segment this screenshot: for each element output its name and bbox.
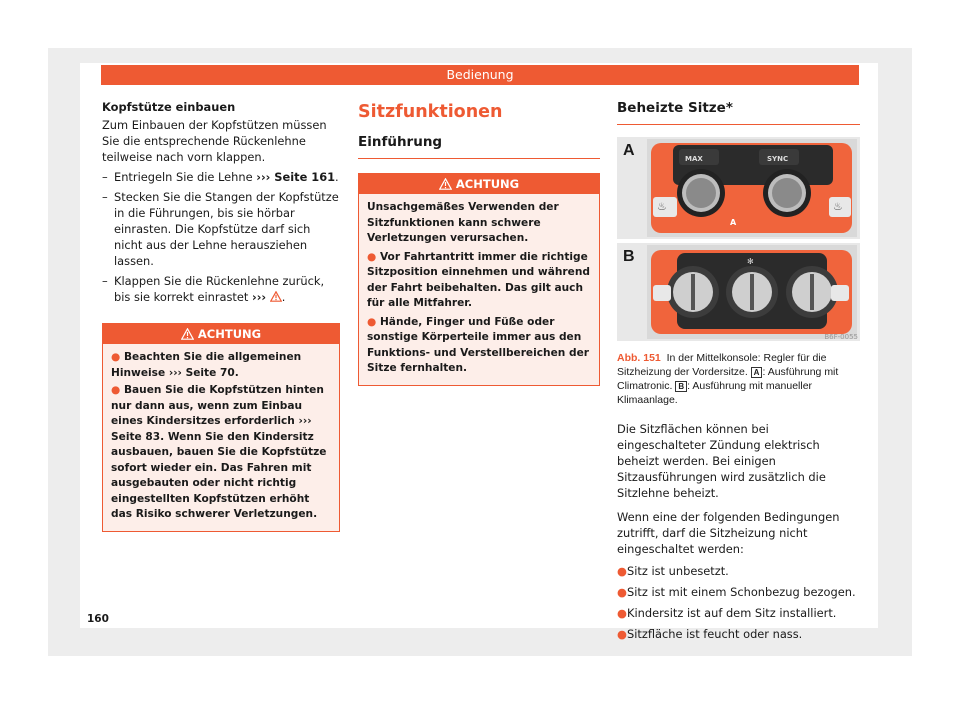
key-a-badge: A [751, 367, 763, 378]
warning-header [359, 174, 599, 194]
bullet-dot: ● [111, 384, 124, 396]
warning-text: Hände, Finger und Füße oder sonstige Körperteile immer aus den Funktions- und Verstellbereichen der Sitze fernhalten. [367, 315, 589, 374]
bullet-dot: ● [367, 250, 380, 263]
intro-text: Zum Einbauen der Kopfstützen müssen Sie die entsprechende Rückenlehne teilweise nach vorn klappen. [102, 118, 327, 164]
figure-illustration [617, 137, 860, 345]
section-title: Sitzfunktionen [358, 102, 503, 122]
list-item [617, 563, 860, 579]
caption-text: : Ausführung mit Climatronic. [617, 366, 839, 392]
dash-bullet: – [102, 274, 108, 288]
heading-kopfstuetze: Kopfstütze einbauen [102, 100, 236, 114]
warning-triangle-icon [439, 178, 452, 190]
warning-text: Vor Fahrtantritt immer die richtige Sitzposition einnehmen und während der Fahrt beibehalten. Das gilt auch für alle Mitfahrer. [367, 250, 590, 309]
step-text: Stecken Sie die Stangen der Kopfstütze in die Führungen, bis sie hörbar einrasten. Die Kopfstütze darf sich nicht aus der Lehne herausziehen lassen. [114, 190, 339, 268]
warning-box-kopfstuetze [102, 323, 340, 532]
seat-heater-icon: ♨ [833, 200, 843, 213]
step-3 [102, 273, 340, 305]
page-ref-link[interactable]: ››› Seite 161 [256, 170, 336, 184]
warning-item-2 [367, 315, 591, 377]
warning-body [103, 344, 339, 531]
panel-label-a: A [623, 142, 635, 159]
list-item [617, 605, 860, 621]
bullet-dot: ● [617, 606, 627, 620]
paragraph-1: Die Sitzflächen können bei eingeschalteter Zündung elektrisch beheizt werden. Bei einigen Sitzausführungen wird zusätzlich die Sitzlehne beheizt. [617, 422, 826, 500]
warning-text-end: . [234, 366, 239, 379]
bullet-dot: ● [367, 315, 380, 328]
subsection-title: Einführung [358, 133, 600, 159]
warning-body [359, 194, 599, 385]
warning-intro: Unsachgemäßes Verwenden der Sitzfunktionen kann schwere Verletzungen verursachen. [367, 201, 559, 244]
list-item-text: Sitz ist unbesetzt. [627, 564, 729, 578]
fan-icon: ✻ [747, 257, 754, 266]
page-ref-link[interactable]: ››› Seite 70 [168, 366, 235, 379]
step-text: Entriegeln Sie die Lehne [114, 170, 257, 184]
column-sitzfunktionen [358, 99, 600, 386]
bullet-dot: ● [111, 351, 124, 363]
warning-title: ACHTUNG [197, 327, 262, 341]
list-item-text: Sitz ist mit einem Schonbezug bezogen. [627, 585, 856, 599]
warning-item-1 [367, 250, 591, 312]
warning-text-end: . Wenn Sie den Kindersitz ausbauen, bauen Sie die Kopfstütze sofort wieder ein. Das Fahren mit ausgebauten oder nicht richtig eingestellten Kopfstützen erhöht das Risiko schwerer Verletzungen. [111, 430, 327, 520]
paragraph-2: Wenn eine der folgenden Bedingungen zutrifft, darf die Sitzheizung nicht eingeschaltet werden: [617, 510, 840, 556]
page-ref-link[interactable]: ››› [252, 290, 267, 304]
caption-text: In der Mittelkonsole: Regler für die Sitzheizung der Vordersitze. [617, 352, 827, 378]
bullet-dot: ● [617, 627, 627, 641]
warning-box-sitzfunktionen [358, 173, 600, 386]
seat-heater-icon: ♨ [657, 200, 667, 213]
section-title: Beheizte Sitze* [617, 99, 860, 125]
page-number: 160 [87, 613, 109, 625]
dash-bullet: – [102, 190, 108, 204]
column-beheizte-sitze [617, 99, 860, 642]
bullet-dot: ● [617, 585, 627, 599]
warning-item-1 [111, 350, 331, 381]
list-item [617, 584, 860, 600]
page-ref-link[interactable]: ››› Seite 83 [111, 415, 312, 443]
warning-title: ACHTUNG [455, 177, 520, 191]
condition-list [617, 563, 860, 642]
list-item-text: Sitzfläche ist feucht oder nass. [627, 627, 803, 641]
figure-code: B6F-0055 [824, 333, 858, 341]
list-item-text: Kindersitz ist auf dem Sitz installiert. [627, 606, 837, 620]
sync-button-label: SYNC [767, 155, 789, 163]
bullet-dot: ● [617, 564, 627, 578]
step-1 [102, 169, 340, 185]
column-kopfstuetze [102, 99, 340, 532]
step-2 [102, 189, 340, 269]
section-header: Bedienung [101, 65, 859, 85]
panel-label-b: B [623, 248, 635, 265]
figure-caption [617, 351, 860, 407]
body-text [617, 421, 860, 557]
figure-number: Abb. 151 [617, 352, 661, 364]
warning-text: Bauen Sie die Kopfstützen hinten nur dann aus, wenn zum Einbau eines Kindersitzes erforderlich [111, 384, 324, 427]
warning-header [103, 324, 339, 344]
warning-triangle-icon[interactable] [270, 291, 282, 302]
auto-button-label: A [730, 218, 737, 227]
warning-text: Beachten Sie die allgemeinen Hinweise [111, 351, 302, 379]
list-item [617, 626, 860, 642]
warning-triangle-icon [181, 328, 194, 340]
caption-text: : Ausführung mit manueller Klimaanlage. [617, 380, 813, 406]
step-end: . [281, 290, 286, 304]
warning-item-2 [111, 383, 331, 523]
max-button-label: MAX [685, 155, 703, 163]
figure-seat-heater-controls [617, 137, 860, 345]
step-text: Klappen Sie die Rückenlehne zurück, bis sie korrekt einrastet [114, 274, 325, 304]
step-end: . [335, 170, 339, 184]
key-b-badge: B [675, 381, 687, 392]
dash-bullet: – [102, 170, 108, 184]
